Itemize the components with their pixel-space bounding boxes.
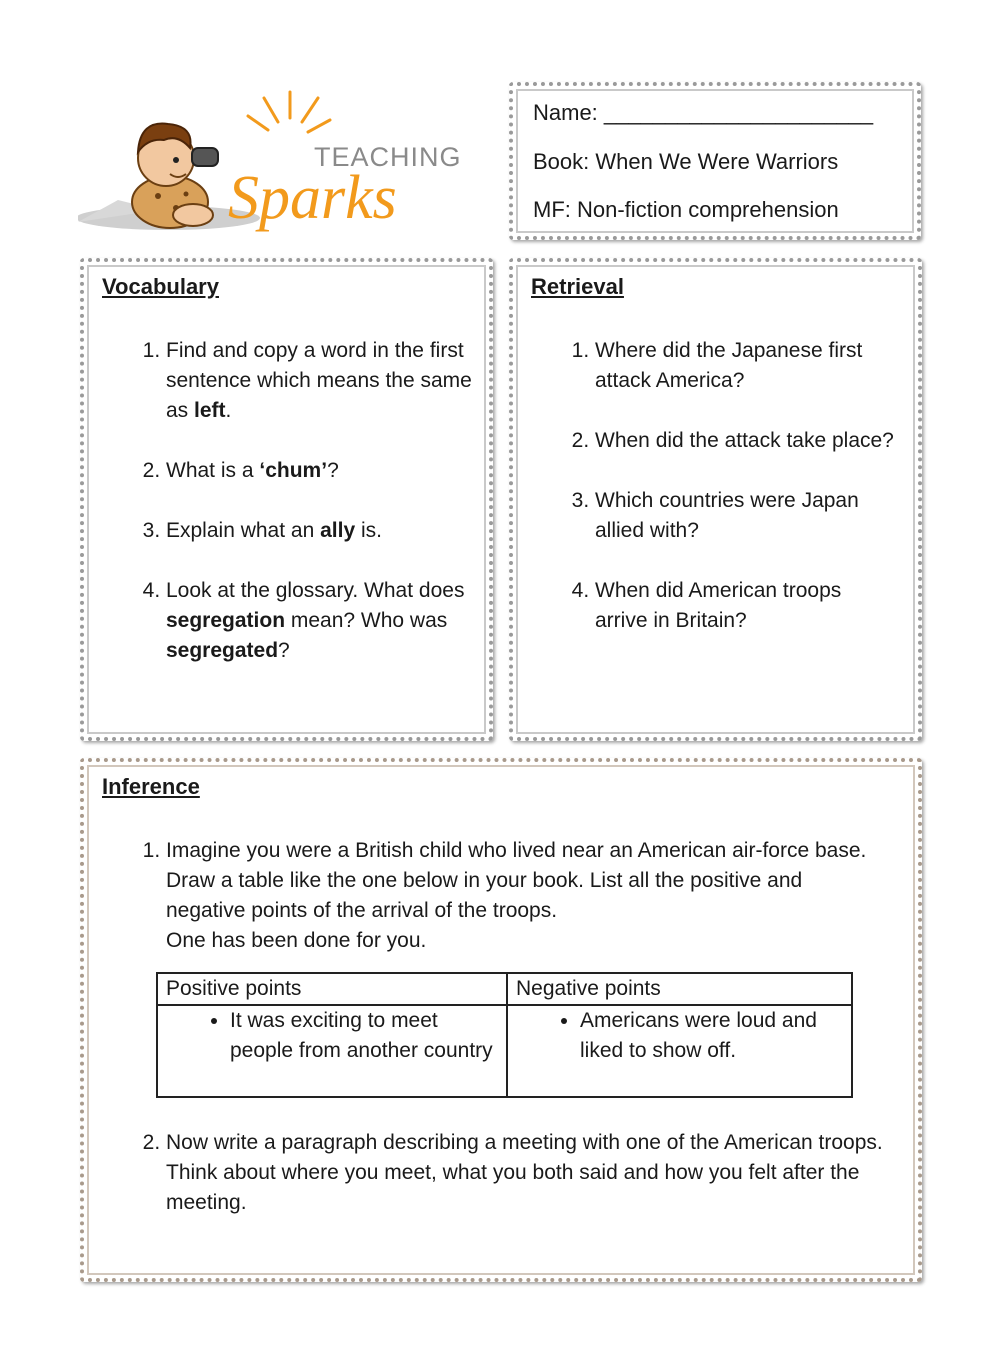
- positive-header: Positive points: [157, 973, 507, 1005]
- negative-point: • Americans were loud and liked to show off.: [580, 1006, 843, 1066]
- list-item: [166, 836, 886, 956]
- inference-heading: Inference: [102, 774, 200, 799]
- retrieval-heading: Retrieval: [531, 274, 624, 299]
- inference-question-2: [132, 1128, 896, 1218]
- name-field[interactable]: Name: ______________________: [533, 100, 874, 125]
- list-item: 4. Look at the glossary. What does segregation mean? Who was segregated?: [166, 576, 476, 666]
- vocabulary-questions: [132, 336, 476, 666]
- mf-type: MF: Non-fiction comprehension: [533, 197, 839, 222]
- retrieval-panel: [509, 258, 922, 741]
- positive-cell: [157, 1005, 507, 1097]
- negative-cell: [507, 1005, 852, 1097]
- list-item: 4. When did American troops arrive in Britain?: [595, 576, 895, 636]
- caveman-mascot-icon: [78, 90, 468, 240]
- teaching-sparks-logo: [78, 90, 468, 240]
- list-item: 3. Which countries were Japan allied with?: [595, 486, 895, 546]
- svg-text:TEACHING: TEACHING: [314, 142, 462, 172]
- student-info-box: [509, 82, 921, 240]
- list-item: 3. Explain what an ally is.: [166, 516, 476, 546]
- inference-panel: [80, 758, 922, 1282]
- list-item: [166, 1128, 896, 1218]
- vocabulary-panel: [80, 258, 493, 741]
- question-text: 1. Imagine you were a British child who lived near an American air-force base. Draw a table like the one below in your book. List all the positive and negative points of the arrival of the troops.: [166, 839, 867, 922]
- list-item: 2. When did the attack take place?: [595, 426, 895, 456]
- list-item: 2. What is a ‘chum’?: [166, 456, 476, 486]
- retrieval-questions: [561, 336, 895, 636]
- question-text: 2. Now write a paragraph describing a meeting with one of the American troops.: [166, 1131, 883, 1154]
- svg-text:Sparks: Sparks: [228, 164, 397, 232]
- list-item: 1. Where did the Japanese first attack America?: [595, 336, 895, 396]
- points-table: [156, 972, 853, 1098]
- vocabulary-heading: Vocabulary: [102, 274, 219, 299]
- question-note: One has been done for you.: [166, 929, 427, 952]
- book-title: Book: When We Were Warriors: [533, 149, 839, 174]
- list-item: 1. Find and copy a word in the first sentence which means the same as left.: [166, 336, 476, 426]
- positive-point: • It was exciting to meet people from another country: [230, 1006, 498, 1066]
- inference-question-1: [132, 836, 886, 956]
- negative-header: Negative points: [507, 973, 852, 1005]
- question-note: Think about where you meet, what you both said and how you felt after the meeting.: [166, 1161, 860, 1214]
